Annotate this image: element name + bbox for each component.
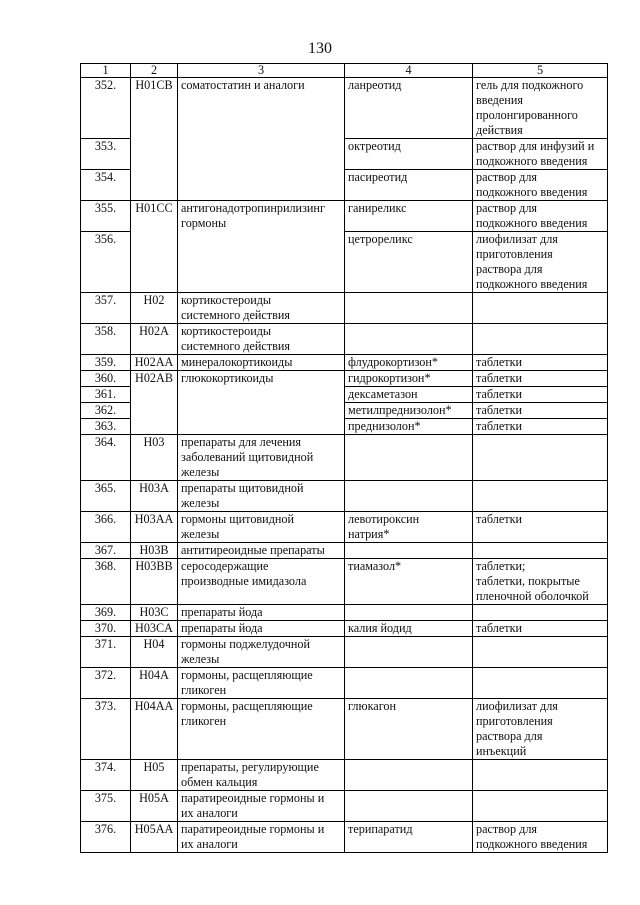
table-row bbox=[81, 481, 608, 512]
table-header-row bbox=[81, 64, 608, 78]
drug-name: тиамазол* bbox=[348, 559, 402, 573]
row-number: 371. bbox=[94, 637, 117, 651]
table-row bbox=[81, 637, 608, 668]
table-row bbox=[81, 78, 608, 139]
atc-code: H01CC bbox=[135, 201, 173, 215]
dosage-form: лиофилизат для приготовления раствора для инъекций bbox=[476, 699, 558, 758]
atc-code: H02AB bbox=[135, 371, 173, 385]
dosage-form: таблетки; таблетки, покрытые пленочной оболочкой bbox=[476, 559, 589, 603]
group-name: паратиреоидные гормоны и их аналоги bbox=[181, 822, 325, 851]
drug-name: преднизолон* bbox=[348, 419, 421, 433]
dosage-form: раствор для инфузий и подкожного введения bbox=[476, 139, 595, 168]
group-name: кортикостероиды системного действия bbox=[181, 293, 290, 322]
atc-code: H03BB bbox=[135, 559, 173, 573]
atc-code: H04 bbox=[143, 637, 165, 651]
table-row bbox=[81, 435, 608, 481]
row-number: 373. bbox=[94, 699, 117, 713]
group-name: гормоны щитовидной железы bbox=[181, 512, 295, 541]
row-number: 360. bbox=[94, 371, 117, 385]
group-name: антитиреоидные препараты bbox=[181, 543, 325, 557]
row-number: 352. bbox=[94, 78, 117, 92]
table-row bbox=[81, 371, 608, 387]
table-row bbox=[81, 699, 608, 760]
row-number: 359. bbox=[94, 355, 117, 369]
dosage-form: таблетки bbox=[476, 355, 523, 369]
row-number: 374. bbox=[94, 760, 117, 774]
header-cell: 2 bbox=[131, 64, 178, 78]
row-number: 372. bbox=[94, 668, 117, 682]
atc-code: H04A bbox=[139, 668, 169, 682]
table-row bbox=[81, 543, 608, 559]
group-name: препараты щитовидной железы bbox=[181, 481, 304, 510]
drug-table bbox=[80, 63, 608, 853]
dosage-form: таблетки bbox=[476, 387, 523, 401]
dosage-form: таблетки bbox=[476, 512, 523, 526]
dosage-form: раствор для подкожного введения bbox=[476, 201, 588, 230]
atc-code: H01CB bbox=[135, 78, 173, 92]
group-name: серосодержащие производные имидазола bbox=[181, 559, 307, 588]
row-number: 366. bbox=[94, 512, 117, 526]
drug-name: флудрокортизон* bbox=[348, 355, 439, 369]
group-name: гормоны, расщепляющие гликоген bbox=[181, 668, 313, 697]
row-number: 355. bbox=[94, 201, 117, 215]
table-row bbox=[81, 760, 608, 791]
drug-name: левотироксин натрия* bbox=[348, 512, 420, 541]
drug-name: терипаратид bbox=[348, 822, 413, 836]
group-name: кортикостероиды системного действия bbox=[181, 324, 290, 353]
group-name: препараты для лечения заболеваний щитовидной железы bbox=[181, 435, 314, 479]
row-number: 370. bbox=[94, 621, 117, 635]
atc-code: H04AA bbox=[134, 699, 174, 713]
table-row bbox=[81, 605, 608, 621]
drug-name: дексаметазон bbox=[348, 387, 418, 401]
header-cell: 1 bbox=[81, 64, 131, 78]
row-number: 367. bbox=[94, 543, 117, 557]
table-row bbox=[81, 293, 608, 324]
atc-code: H05AA bbox=[134, 822, 174, 836]
group-name: гормоны, расщепляющие гликоген bbox=[181, 699, 313, 728]
row-number: 354. bbox=[94, 170, 117, 184]
row-number: 363. bbox=[94, 419, 117, 433]
dosage-form: гель для подкожного введения пролонгированного действия bbox=[476, 78, 584, 137]
header-cell: 5 bbox=[473, 64, 608, 78]
atc-code: H02 bbox=[143, 293, 165, 307]
row-number: 368. bbox=[94, 559, 117, 573]
row-number: 353. bbox=[94, 139, 117, 153]
row-number: 362. bbox=[94, 403, 117, 417]
group-name: препараты йода bbox=[181, 621, 263, 635]
group-name: соматостатин и аналоги bbox=[181, 78, 305, 92]
drug-name: пасиреотид bbox=[348, 170, 408, 184]
row-number: 357. bbox=[94, 293, 117, 307]
dosage-form: таблетки bbox=[476, 419, 523, 433]
row-number: 364. bbox=[94, 435, 117, 449]
drug-name: метилпреднизолон* bbox=[348, 403, 452, 417]
atc-code: H03 bbox=[143, 435, 165, 449]
group-name: глюкокортикоиды bbox=[181, 371, 274, 385]
group-name: гормоны поджелудочной железы bbox=[181, 637, 311, 666]
row-number: 369. bbox=[94, 605, 117, 619]
drug-name: цетрореликс bbox=[348, 232, 413, 246]
atc-code: H02AA bbox=[134, 355, 174, 369]
dosage-form: раствор для подкожного введения bbox=[476, 822, 588, 851]
atc-code: H03C bbox=[139, 605, 169, 619]
atc-code: H05A bbox=[139, 791, 169, 805]
atc-code: H03B bbox=[139, 543, 169, 557]
row-number: 356. bbox=[94, 232, 117, 246]
group-name: минералокортикоиды bbox=[181, 355, 293, 369]
row-number: 376. bbox=[94, 822, 117, 836]
drug-name: октреотид bbox=[348, 139, 401, 153]
atc-code: H03CA bbox=[135, 621, 173, 635]
header-cell: 4 bbox=[345, 64, 473, 78]
atc-code: H03A bbox=[139, 481, 169, 495]
table-row bbox=[81, 822, 608, 853]
drug-name: калия йодид bbox=[348, 621, 412, 635]
dosage-form: таблетки bbox=[476, 403, 523, 417]
dosage-form: таблетки bbox=[476, 371, 523, 385]
table-row bbox=[81, 621, 608, 637]
drug-name: ганиреликс bbox=[348, 201, 407, 215]
table-row bbox=[81, 324, 608, 355]
dosage-form: раствор для подкожного введения bbox=[476, 170, 588, 199]
drug-name: ланреотид bbox=[348, 78, 402, 92]
group-name: паратиреоидные гормоны и их аналоги bbox=[181, 791, 325, 820]
row-number: 375. bbox=[94, 791, 117, 805]
table-row bbox=[81, 791, 608, 822]
row-number: 358. bbox=[94, 324, 117, 338]
group-name: антигонадотропинрилизинг гормоны bbox=[181, 201, 325, 230]
page-number: 130 bbox=[308, 40, 332, 57]
header-cell: 3 bbox=[178, 64, 345, 78]
drug-name: гидрокортизон* bbox=[348, 371, 431, 385]
table-row bbox=[81, 559, 608, 605]
dosage-form: лиофилизат для приготовления раствора для подкожного введения bbox=[476, 232, 588, 291]
table-row bbox=[81, 512, 608, 543]
group-name: препараты йода bbox=[181, 605, 263, 619]
drug-name: глюкагон bbox=[348, 699, 397, 713]
table-row bbox=[81, 668, 608, 699]
atc-code: H02A bbox=[139, 324, 169, 338]
atc-code: H05 bbox=[143, 760, 165, 774]
dosage-form: таблетки bbox=[476, 621, 523, 635]
atc-code: H03AA bbox=[134, 512, 174, 526]
group-name: препараты, регулирующие обмен кальция bbox=[181, 760, 319, 789]
table-row bbox=[81, 201, 608, 232]
table-row bbox=[81, 355, 608, 371]
row-number: 361. bbox=[94, 387, 117, 401]
row-number: 365. bbox=[94, 481, 117, 495]
